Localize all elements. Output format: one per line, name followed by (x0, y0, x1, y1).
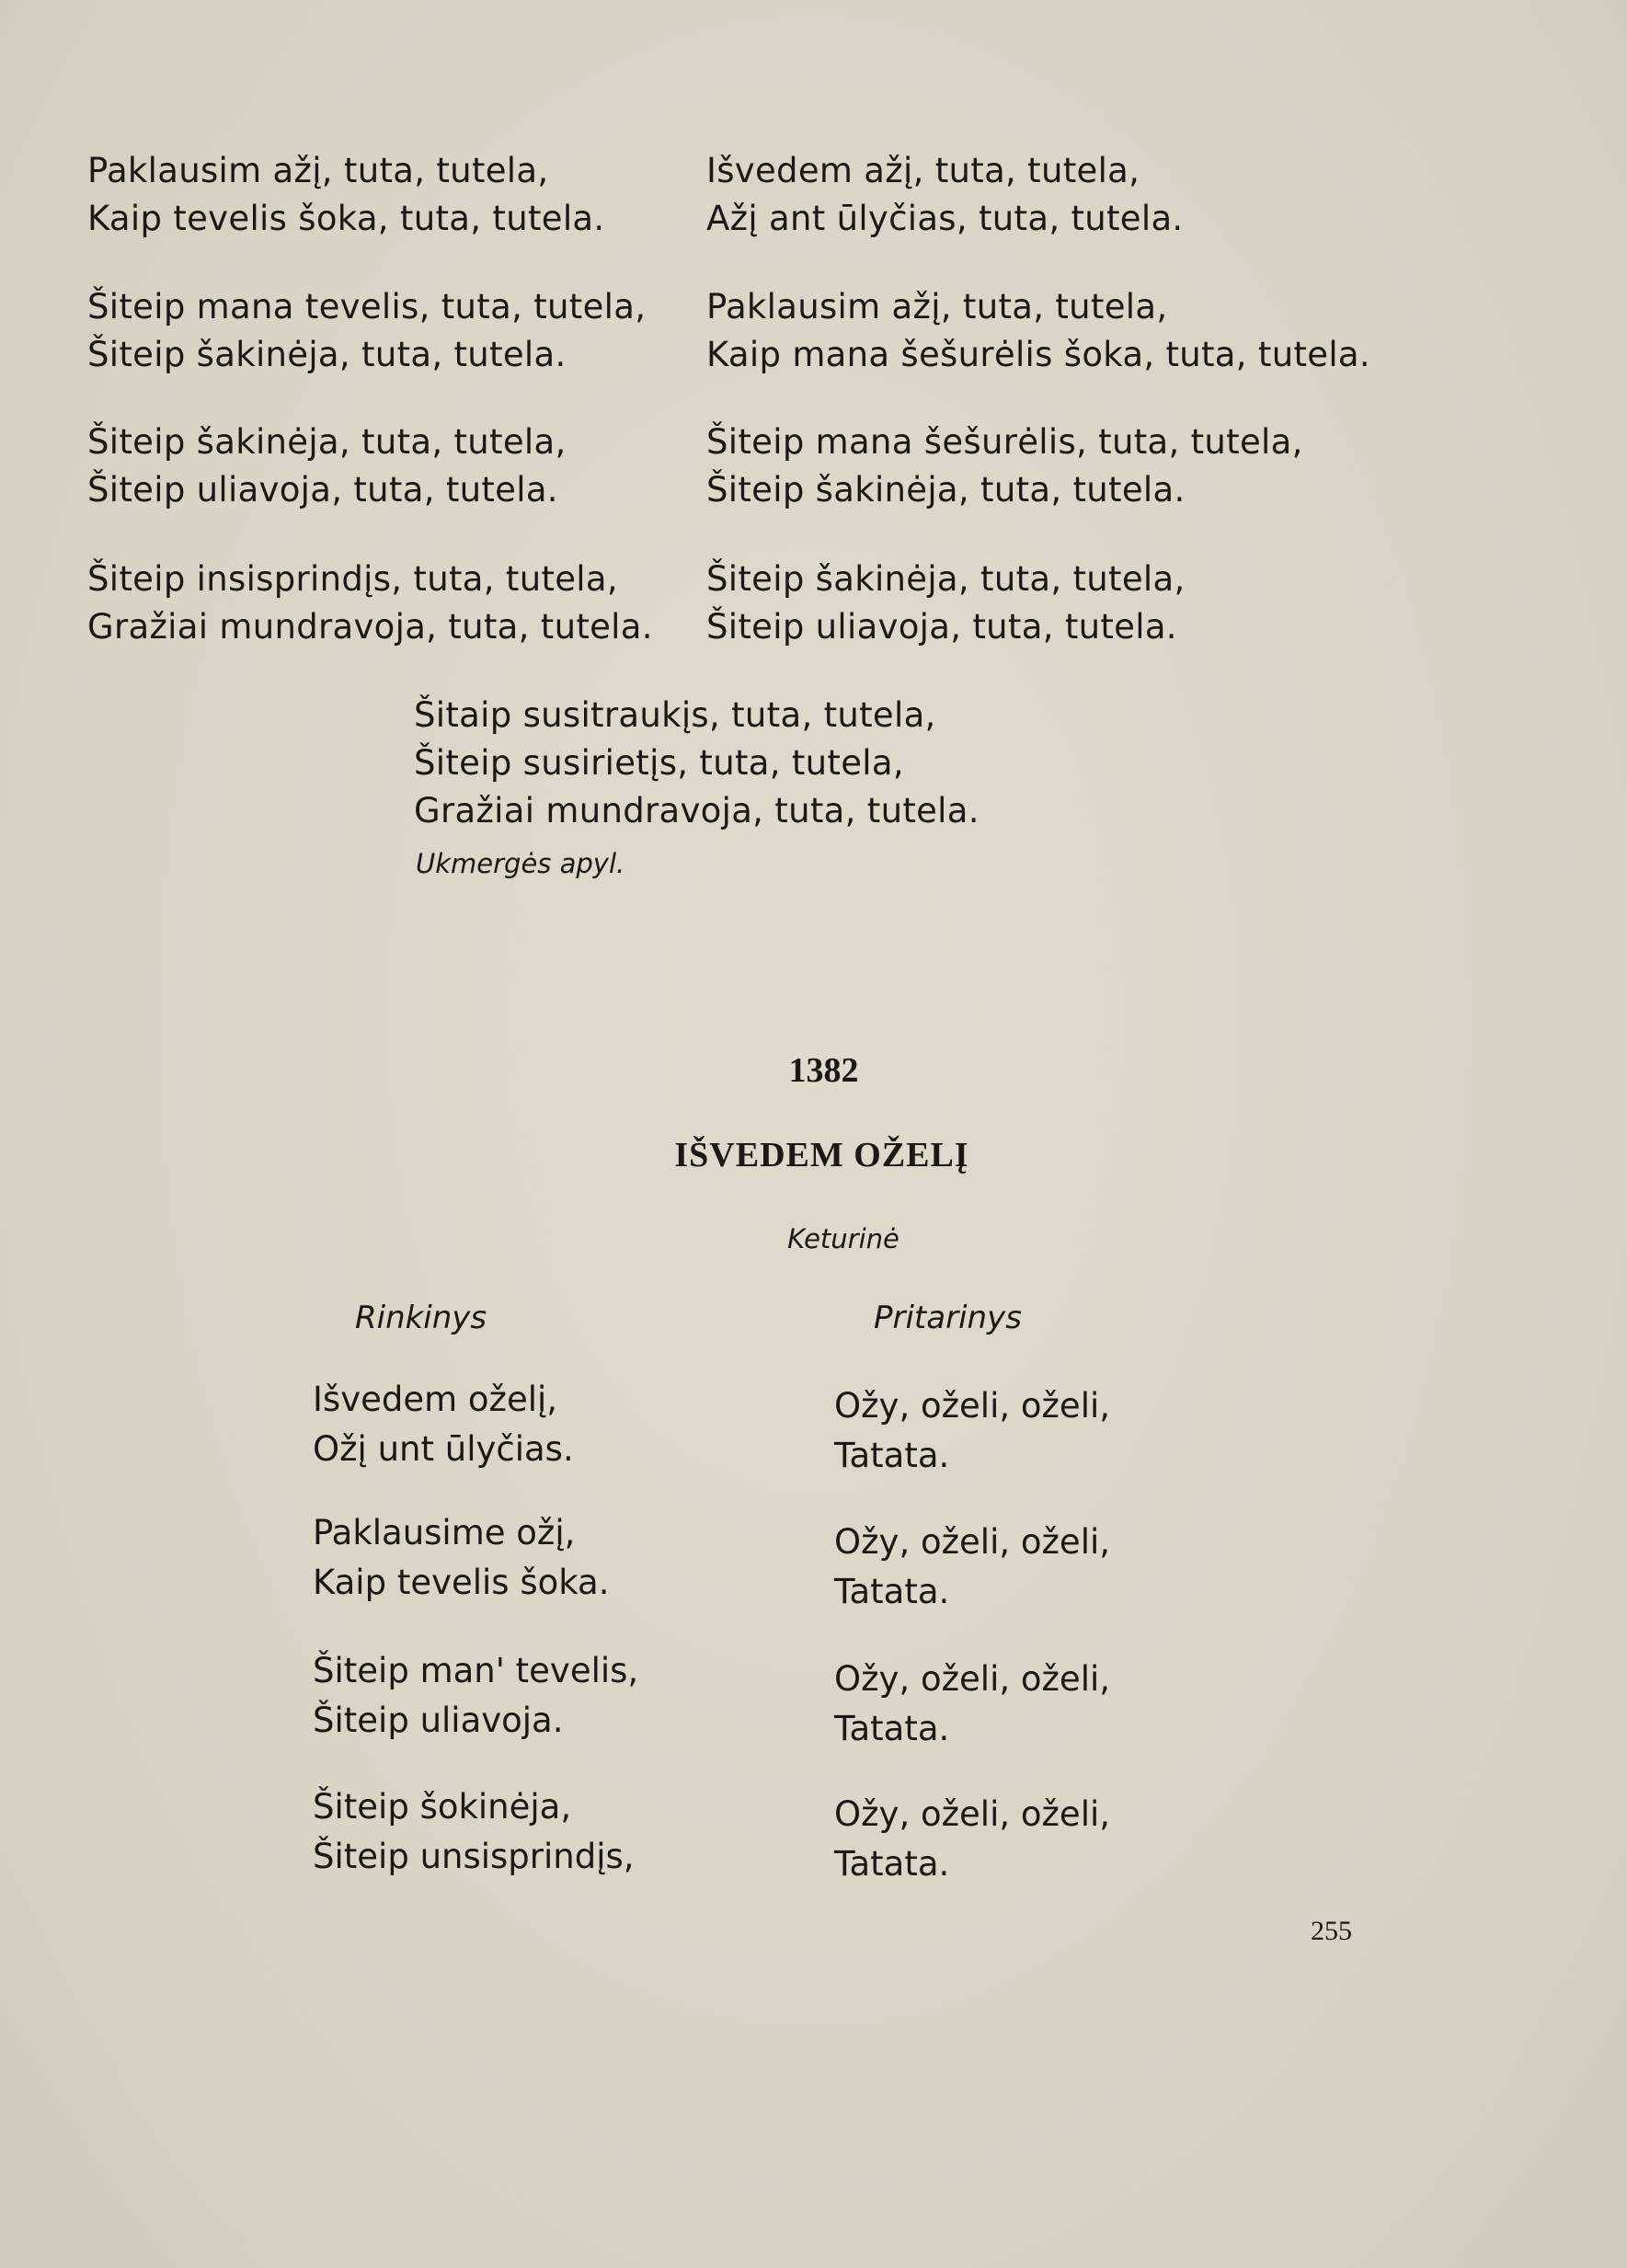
lyric-right-3 (834, 1655, 1110, 1754)
stanza-right-1 (706, 147, 1184, 243)
verse-line: Šitaip susitraukįs, tuta, tutela, (414, 695, 936, 735)
verse-line: Tatata. (834, 1844, 950, 1884)
closing-stanza (414, 692, 980, 835)
lyric-left-1 (313, 1375, 574, 1474)
verse-line: Ožy, oželi, oželi, (834, 1659, 1111, 1699)
lyric-left-2 (313, 1508, 609, 1608)
verse-line: Šiteip insisprindįs, tuta, tutela, (87, 559, 618, 599)
song-number: 1382 (788, 1051, 859, 1090)
stanza-right-4 (706, 556, 1186, 651)
stanza-left-1 (87, 147, 604, 243)
verse-line: Šiteip mana tevelis, tuta, tutela, (87, 287, 647, 326)
stanza-left-3 (87, 418, 567, 514)
verse-line: Tatata. (834, 1572, 950, 1611)
verse-line: Ožį unt ūlyčias. (313, 1429, 574, 1469)
verse-line: Paklausim ažį, tuta, tutela, (706, 287, 1168, 326)
verse-line: Šiteip mana šešurėlis, tuta, tutela, (706, 422, 1303, 462)
verse-line: Ožy, oželi, oželi, (834, 1386, 1111, 1426)
stanza-right-3 (706, 418, 1303, 514)
verse-line: Šiteip šakinėja, tuta, tutela, (87, 422, 567, 462)
verse-line: Ažį ant ūlyčias, tuta, tutela. (706, 199, 1184, 238)
verse-line: Šiteip uliavoja, tuta, tutela. (87, 470, 558, 510)
source-note: Ukmergės apyl. (416, 848, 625, 879)
song-title: IŠVEDEM OŽELĮ (674, 1136, 969, 1174)
page-number: 255 (1311, 1916, 1352, 1946)
verse-line: Šiteip unsisprindįs, (313, 1837, 635, 1876)
verse-line: Šiteip šakinėja, tuta, tutela, (706, 559, 1186, 599)
stanza-right-2 (706, 283, 1370, 379)
verse-line: Ožy, oželi, oželi, (834, 1522, 1111, 1562)
verse-line: Išvedem oželį, (313, 1380, 558, 1419)
stanza-left-2 (87, 283, 646, 379)
verse-line: Ožy, oželi, oželi, (834, 1794, 1111, 1834)
verse-line: Tatata. (834, 1709, 950, 1748)
lyric-right-1 (834, 1381, 1110, 1481)
verse-line: Tatata. (834, 1436, 950, 1475)
verse-line: Gražiai mundravoja, tuta, tutela. (87, 607, 653, 647)
verse-line: Kaip tevelis šoka, tuta, tutela. (87, 199, 605, 238)
column-heading-pritarinys: Pritarinys (874, 1300, 1022, 1336)
verse-line: Šiteip uliavoja. (313, 1701, 564, 1740)
lyric-left-4 (313, 1782, 635, 1882)
verse-line: Paklausime ožį, (313, 1513, 576, 1552)
verse-line: Išvedem ažį, tuta, tutela, (706, 151, 1140, 190)
column-heading-rinkinys: Rinkinys (355, 1300, 487, 1336)
verse-line: Paklausim ažį, tuta, tutela, (87, 151, 549, 190)
song-subtitle: Keturinė (787, 1223, 899, 1254)
lyric-left-3 (313, 1646, 638, 1746)
verse-line: Šiteip šakinėja, tuta, tutela. (706, 470, 1186, 510)
verse-line: Kaip tevelis šoka. (313, 1563, 610, 1602)
lyric-right-2 (834, 1518, 1110, 1617)
verse-line: Kaip mana šešurėlis šoka, tuta, tutela. (706, 335, 1370, 374)
stanza-left-4 (87, 556, 653, 651)
verse-line: Gražiai mundravoja, tuta, tutela. (414, 791, 980, 830)
verse-line: Šiteip šokinėja, (313, 1787, 572, 1827)
lyric-right-4 (834, 1790, 1110, 1889)
verse-line: Šiteip susirietįs, tuta, tutela, (414, 743, 904, 783)
verse-line: Šiteip man' tevelis, (313, 1651, 639, 1690)
verse-line: Šiteip uliavoja, tuta, tutela. (706, 607, 1177, 647)
verse-line: Šiteip šakinėja, tuta, tutela. (87, 335, 567, 374)
